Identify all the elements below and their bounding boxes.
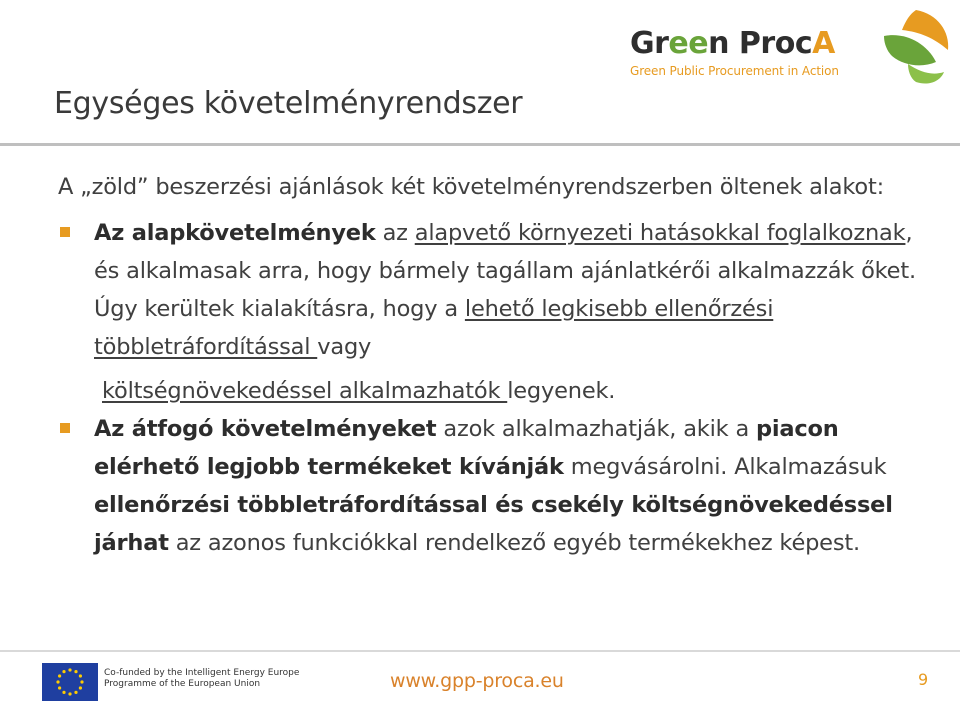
bullet-square-icon: [60, 227, 70, 237]
slide-title: Egységes követelményrendszer: [54, 86, 523, 122]
page-number: 9: [918, 670, 929, 689]
eu-cofunding-note: Co-funded by the Intelligent Energy Europe Programme of the European Union: [104, 668, 300, 689]
logo-wordmark: Green ProcA: [630, 26, 835, 61]
website-link[interactable]: www.gpp-proca.eu: [390, 670, 564, 692]
list-item: Az alapkövetelmények az alapvető környezeti hatásokkal foglalkoznak, és alkalmasak arra, hogy bármely tagállam ajánlatkérői alkalmazzák őket. Úgy kerültek kialakításra, hogy a lehető legkisebb ellenőrzési többletráfordítással vagy költségnövekedéssel alkalmazhatók legyenek.: [58, 214, 938, 410]
bullet-square-icon: [60, 423, 70, 433]
eu-flag-icon: [42, 663, 98, 701]
logo-tagline: Green Public Procurement in Action: [630, 64, 839, 78]
footer-divider: [0, 650, 960, 652]
slide-body: [58, 168, 938, 562]
leaf-logo-icon: [878, 6, 954, 88]
title-divider: [0, 143, 960, 146]
list-item: Az átfogó követelményeket azok alkalmazhatják, akik a piacon elérhető legjobb termékeket kívánják megvásárolni. Alkalmazásuk ellenőrzési többletráfordítással és csekély költségnövekedéssel járhat az azonos funkciókkal rendelkező egyéb termékekhez képest.: [58, 410, 938, 562]
logo: [630, 26, 880, 78]
intro-text: A „zöld” beszerzési ajánlások két követelményrendszerben öltenek alakot:: [58, 174, 884, 200]
